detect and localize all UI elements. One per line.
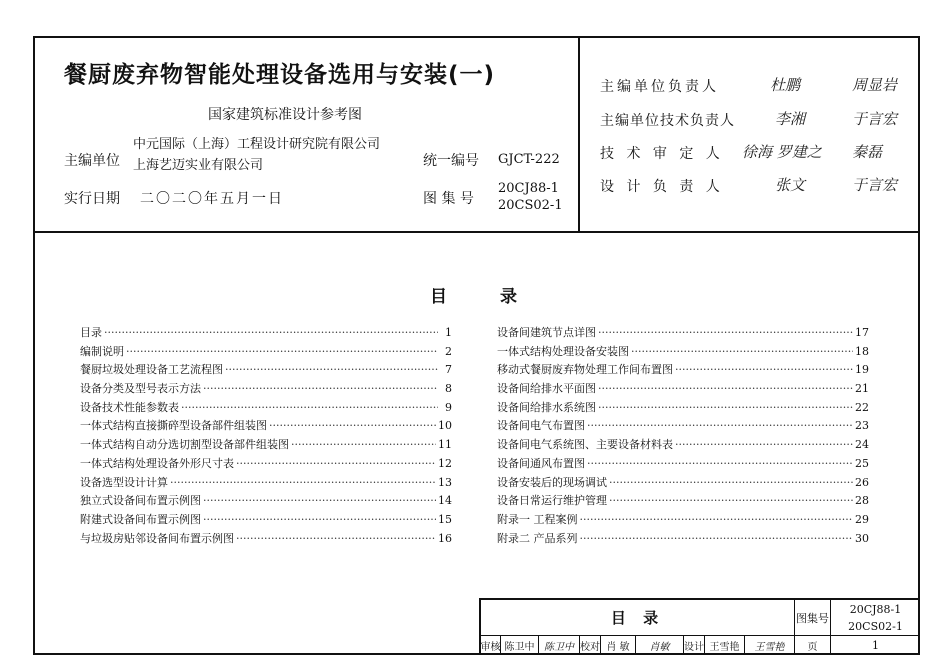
toc-entry[interactable]: 与垃圾房贴邻设备间布置示例图 ····· 16 [80,530,452,549]
editor-unit-2: 上海艺迈实业有限公司 [133,158,264,173]
sheet-title: 目 录 [610,609,665,627]
toc-entry[interactable]: 移动式餐厨废弃物处理工作间布置图 ····· 19 [497,361,869,380]
atlas-no-2: 20CS02-1 [498,198,563,213]
unified-no-label: 统一编号 [423,153,479,169]
role-chief-unit: 主编单位负责人 [600,79,719,95]
toc-entry[interactable]: 一体式结构处理设备安装图 ····· 18 [497,343,869,362]
tb-atlas-1: 20CJ88-1 [849,602,902,616]
toc-entry[interactable]: 设备间电气布置图 ····· 23 [497,417,869,436]
atlas-label: 图集号 [796,611,829,625]
toc-entry[interactable]: 设备间建筑节点详图 ····· 17 [497,324,869,343]
signature: 于言宏 [852,110,898,128]
toc-entry[interactable]: 设备间电气系统图、主要设备材料表 ····· 24 [497,436,869,455]
header-bottom-line [33,231,920,233]
role-tech-review: 技 术 审 定 人 [600,146,724,162]
toc-entry[interactable]: 设备间通风布置图 ····· 25 [497,455,869,474]
role-tech-lead: 主编单位技术负责人 [600,113,735,129]
toc-heading-lu: 录 [500,287,517,307]
signature: 于言宏 [852,176,898,194]
toc-entry[interactable]: 设备选型设计计算 ····· 13 [80,474,452,493]
check-label: 校对 [580,642,600,653]
toc-entry[interactable]: 设备安装后的现场调试 ····· 26 [497,474,869,493]
check-signature: 肖敏 [649,642,670,653]
editor-unit-label: 主编单位 [64,153,120,169]
toc-entry[interactable]: 编制说明 ····· 2 [80,343,452,362]
toc-entry[interactable]: 设备技术性能参数表 ····· 9 [80,399,452,418]
atlas-no-label: 图 集 号 [423,191,474,207]
editor-unit-1: 中元国际（上海）工程设计研究院有限公司 [133,137,381,152]
unified-no: GJCT-222 [498,152,560,167]
impl-date-label: 实行日期 [64,191,120,207]
toc-entry[interactable]: 设备日常运行维护管理 ····· 28 [497,492,869,511]
check-name: 肖 敏 [606,642,630,653]
atlas-no-1: 20CJ88-1 [498,181,559,196]
signature: 杜鹏 [770,76,801,94]
toc-entry[interactable]: 附录二 产品系列 ····· 30 [497,530,869,549]
toc-heading-mu: 目 [430,287,447,307]
page-number: 1 [872,639,879,652]
review-label: 审核 [480,642,501,653]
toc-entry[interactable]: 餐厨垃圾处理设备工艺流程图 ····· 7 [80,361,452,380]
signature: 徐海 罗建之 [742,143,822,161]
title-block [479,598,920,655]
toc-entry[interactable]: 附录一 工程案例 ····· 29 [497,511,869,530]
review-signature: 陈卫中 [544,642,574,653]
toc-entry[interactable]: 一体式结构处理设备外形尺寸表 ····· 12 [80,455,452,474]
signature: 秦磊 [852,143,883,161]
impl-date: 二〇二〇年五月一日 [140,191,284,207]
toc-entry[interactable]: 设备间给排水平面图 ····· 21 [497,380,869,399]
toc-entry[interactable]: 独立式设备间布置示例图 ····· 14 [80,492,452,511]
signature: 张文 [775,176,806,194]
review-name: 陈卫中 [504,642,535,653]
toc-entry[interactable]: 一体式结构自动分选切割型设备部件组装图 ····· 11 [80,436,452,455]
signature: 周显岩 [852,76,898,94]
header-divider [578,36,580,232]
toc-entry[interactable]: 附建式设备间布置示例图 ····· 15 [80,511,452,530]
tb-atlas-2: 20CS02-1 [848,619,903,633]
toc-entry[interactable]: 目录 ····· 1 [80,324,452,343]
toc-right-column [497,324,869,548]
design-label: 设计 [684,642,704,653]
atlas-subtitle: 国家建筑标准设计参考图 [208,107,362,123]
toc-entry[interactable]: 设备间给排水系统图 ····· 22 [497,399,869,418]
page-label: 页 [807,642,818,653]
role-design-lead: 设 计 负 责 人 [600,179,724,195]
design-signature: 王雪艳 [754,642,785,653]
signature: 李湘 [775,110,806,128]
toc-left-column [80,324,452,548]
atlas-title: 餐厨废弃物智能处理设备选用与安装(一) [64,62,496,88]
design-name: 王雪艳 [709,642,740,653]
toc-entry[interactable]: 设备分类及型号表示方法 ····· 8 [80,380,452,399]
toc-entry[interactable]: 一体式结构直接撕碎型设备部件组装图 ····· 10 [80,417,452,436]
